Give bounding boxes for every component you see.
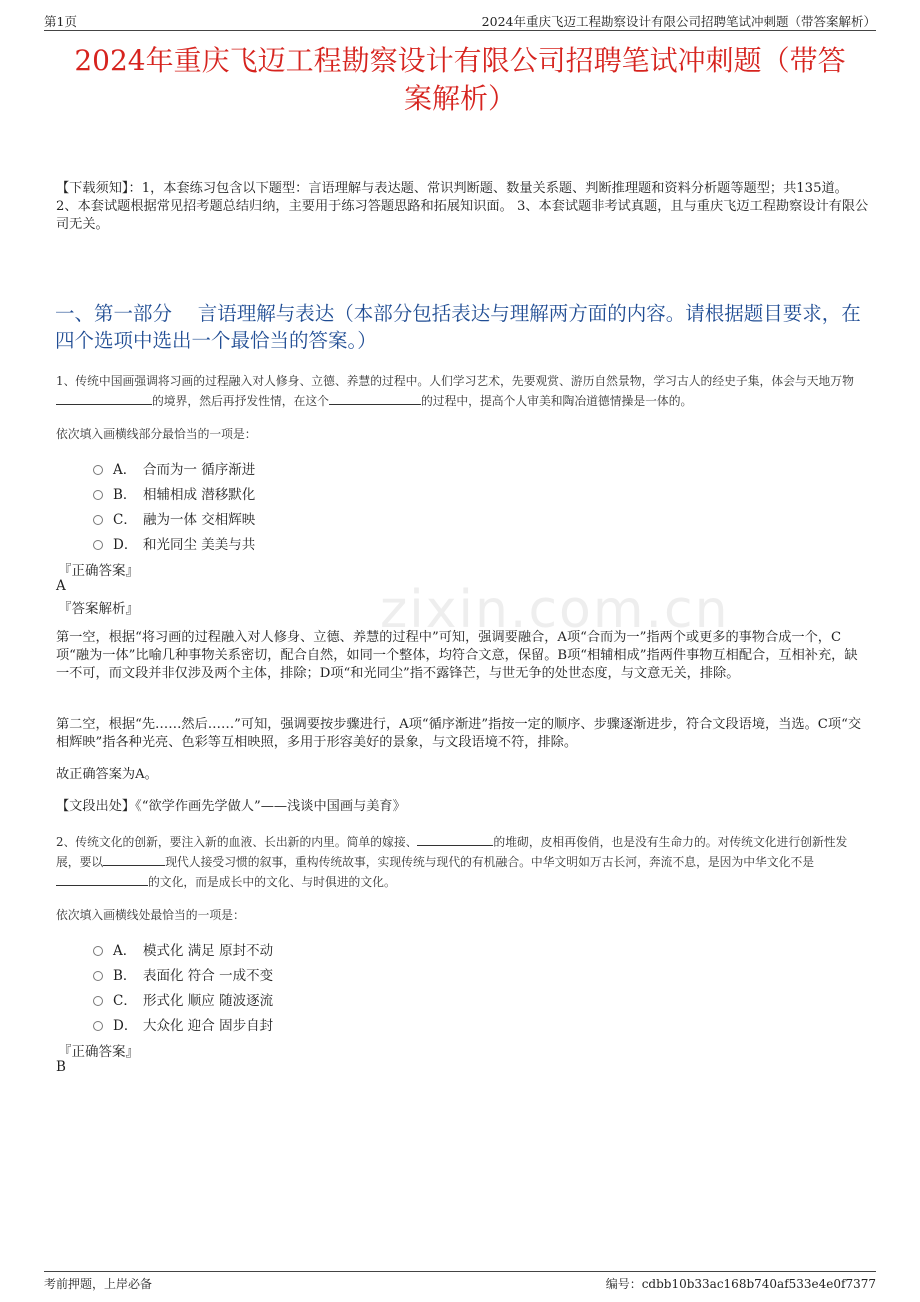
blank-2 [103, 853, 165, 866]
option-letter: B． [113, 968, 137, 984]
blank-2 [329, 392, 421, 405]
radio-icon[interactable] [93, 515, 103, 525]
q1-analysis-2: 第二空，根据“先……然后……”可知，强调要按步骤进行，A项“循序渐进”指按一定的顺序、步骤逐渐进步，符合文段语境，当选。C项“交相辉映”指各种光亮、色彩等互相映照，多用于形容美好的景象，与文段语境不符，排除。 [56, 717, 862, 750]
option-letter: C． [113, 993, 137, 1009]
q1-conclusion: 故正确答案为A。 [56, 767, 158, 782]
radio-icon[interactable] [93, 540, 103, 550]
document-title [40, 42, 880, 118]
option-text: 合而为一 循序渐进 [143, 462, 256, 478]
option-text: 相辅相成 潜移默化 [143, 487, 256, 503]
radio-icon[interactable] [93, 996, 103, 1006]
option-text: 和光同尘 美美与共 [143, 537, 256, 553]
radio-icon[interactable] [93, 946, 103, 956]
question-1-stem [56, 371, 868, 411]
option-letter: C． [113, 512, 137, 528]
q2-option-a[interactable] [93, 939, 273, 959]
q1-text-1: 1、传统中国画强调将习画的过程融入对人修身、立德、养慧的过程中。人们学习艺术，先要观赏、游历自然景物，学习古人的经史子集，体会与天地万物 [56, 374, 854, 388]
q2-option-c[interactable] [93, 989, 273, 1009]
q2-option-b[interactable] [93, 964, 273, 984]
title-line-1: 2024年重庆飞迈工程勘察设计有限公司招聘笔试冲刺题（带答 [74, 44, 846, 77]
q1-answer-label: 『正确答案』 [58, 563, 139, 579]
q1-text-3: 的过程中，提高个人审美和陶冶道德情操是一体的。 [420, 394, 693, 408]
q1-option-a[interactable] [93, 458, 255, 478]
q2-answer: B [56, 1059, 66, 1075]
option-letter: A． [113, 462, 137, 478]
option-letter: D． [113, 1018, 138, 1034]
option-text: 形式化 顺应 随波逐流 [143, 993, 274, 1009]
q2-text-4: 的文化，而是成长中的文化、与时俱进的文化。 [148, 875, 396, 889]
footer-slogan: 考前押题，上岸必备 [44, 1277, 153, 1291]
option-text: 表面化 符合 一成不变 [143, 968, 274, 984]
blank-1 [56, 392, 152, 405]
section-heading: 一、第一部分 言语理解与表达（本部分包括表达与理解两方面的内容。请根据题目要求，在四个选项中选出一个最恰当的答案。） [55, 302, 861, 352]
q1-source: 【文段出处】《“欲学作画先学做人”——浅谈中国画与美育》 [56, 799, 406, 814]
q1-option-d[interactable] [93, 533, 255, 553]
watermark: zixin.com.cn [380, 580, 730, 640]
page-header [44, 10, 876, 31]
option-letter: B． [113, 487, 137, 503]
radio-icon[interactable] [93, 490, 103, 500]
q2-answer-label: 『正确答案』 [58, 1044, 139, 1060]
option-letter: A． [113, 943, 137, 959]
download-notice: 【下载须知】：1，本套练习包含以下题型：言语理解与表达题、常识判断题、数量关系题、判断推理题和资料分析题等题型；共135道。 2、本套试题根据常见招考题总结归纳，主要用于练习答题思路和拓展知识面。 3、本套试题非考试真题，且与重庆飞迈工程勘察设计有限公司无关。 [56, 181, 869, 232]
radio-icon[interactable] [93, 465, 103, 475]
option-text: 模式化 满足 原封不动 [143, 943, 274, 959]
q1-analysis-1: 第一空，根据“将习画的过程融入对人修身、立德、养慧的过程中”可知，强调要融合，A项“合而为一”指两个或更多的事物合成一个，C项“融为一体”比喻几种事物关系密切，配合自然，如同一个整体，均符合文意，保留。B项“相辅相成”指两件事物互相配合，互相补充，缺一不可，而文段并非仅涉及两个主体，排除；D项“和光同尘”指不露锋芒，与世无争的处世态度，与文意无关，排除。 [56, 630, 858, 681]
page-footer [44, 1271, 876, 1290]
blank-1 [417, 833, 493, 846]
footer-doc-id: 编号：cdbb10b33ac168b740af533e4e0f7377 [605, 1277, 876, 1291]
q2-option-d[interactable] [93, 1014, 273, 1034]
q2-text-1: 2、传统文化的创新，要注入新的血液、长出新的内里。简单的嫁接、 [56, 835, 418, 849]
header-doc-title: 2024年重庆飞迈工程勘察设计有限公司招聘笔试冲刺题（带答案解析） [481, 14, 876, 29]
title-line-2: 案解析） [403, 82, 516, 115]
option-letter: D． [113, 537, 138, 553]
q1-prompt: 依次填入画横线部分最恰当的一项是： [56, 427, 257, 441]
radio-icon[interactable] [93, 971, 103, 981]
q1-text-2: 的境界，然后再抒发性情，在这个 [152, 394, 329, 408]
blank-3 [56, 873, 148, 886]
option-text: 融为一体 交相辉映 [143, 512, 256, 528]
q2-prompt: 依次填入画横线处最恰当的一项是： [56, 908, 245, 922]
option-text: 大众化 迎合 固步自封 [143, 1018, 274, 1034]
page-number: 第1页 [44, 14, 77, 29]
question-2-stem [56, 832, 868, 892]
q1-answer: A [56, 578, 66, 594]
q2-text-3: 现代人接受习惯的叙事，重构传统故事，实现传统与现代的有机融合。中华文明如万古长河，奔流不息，是因为中华文化不是 [165, 855, 815, 869]
q1-analysis-label: 『答案解析』 [58, 601, 139, 617]
q1-option-c[interactable] [93, 508, 255, 528]
q1-option-b[interactable] [93, 483, 255, 503]
q2-text-2: 的堆砌，皮相再俊俏，也是没有生命力的。对传统文化进行创新性发展，要以 [56, 835, 848, 869]
radio-icon[interactable] [93, 1021, 103, 1031]
